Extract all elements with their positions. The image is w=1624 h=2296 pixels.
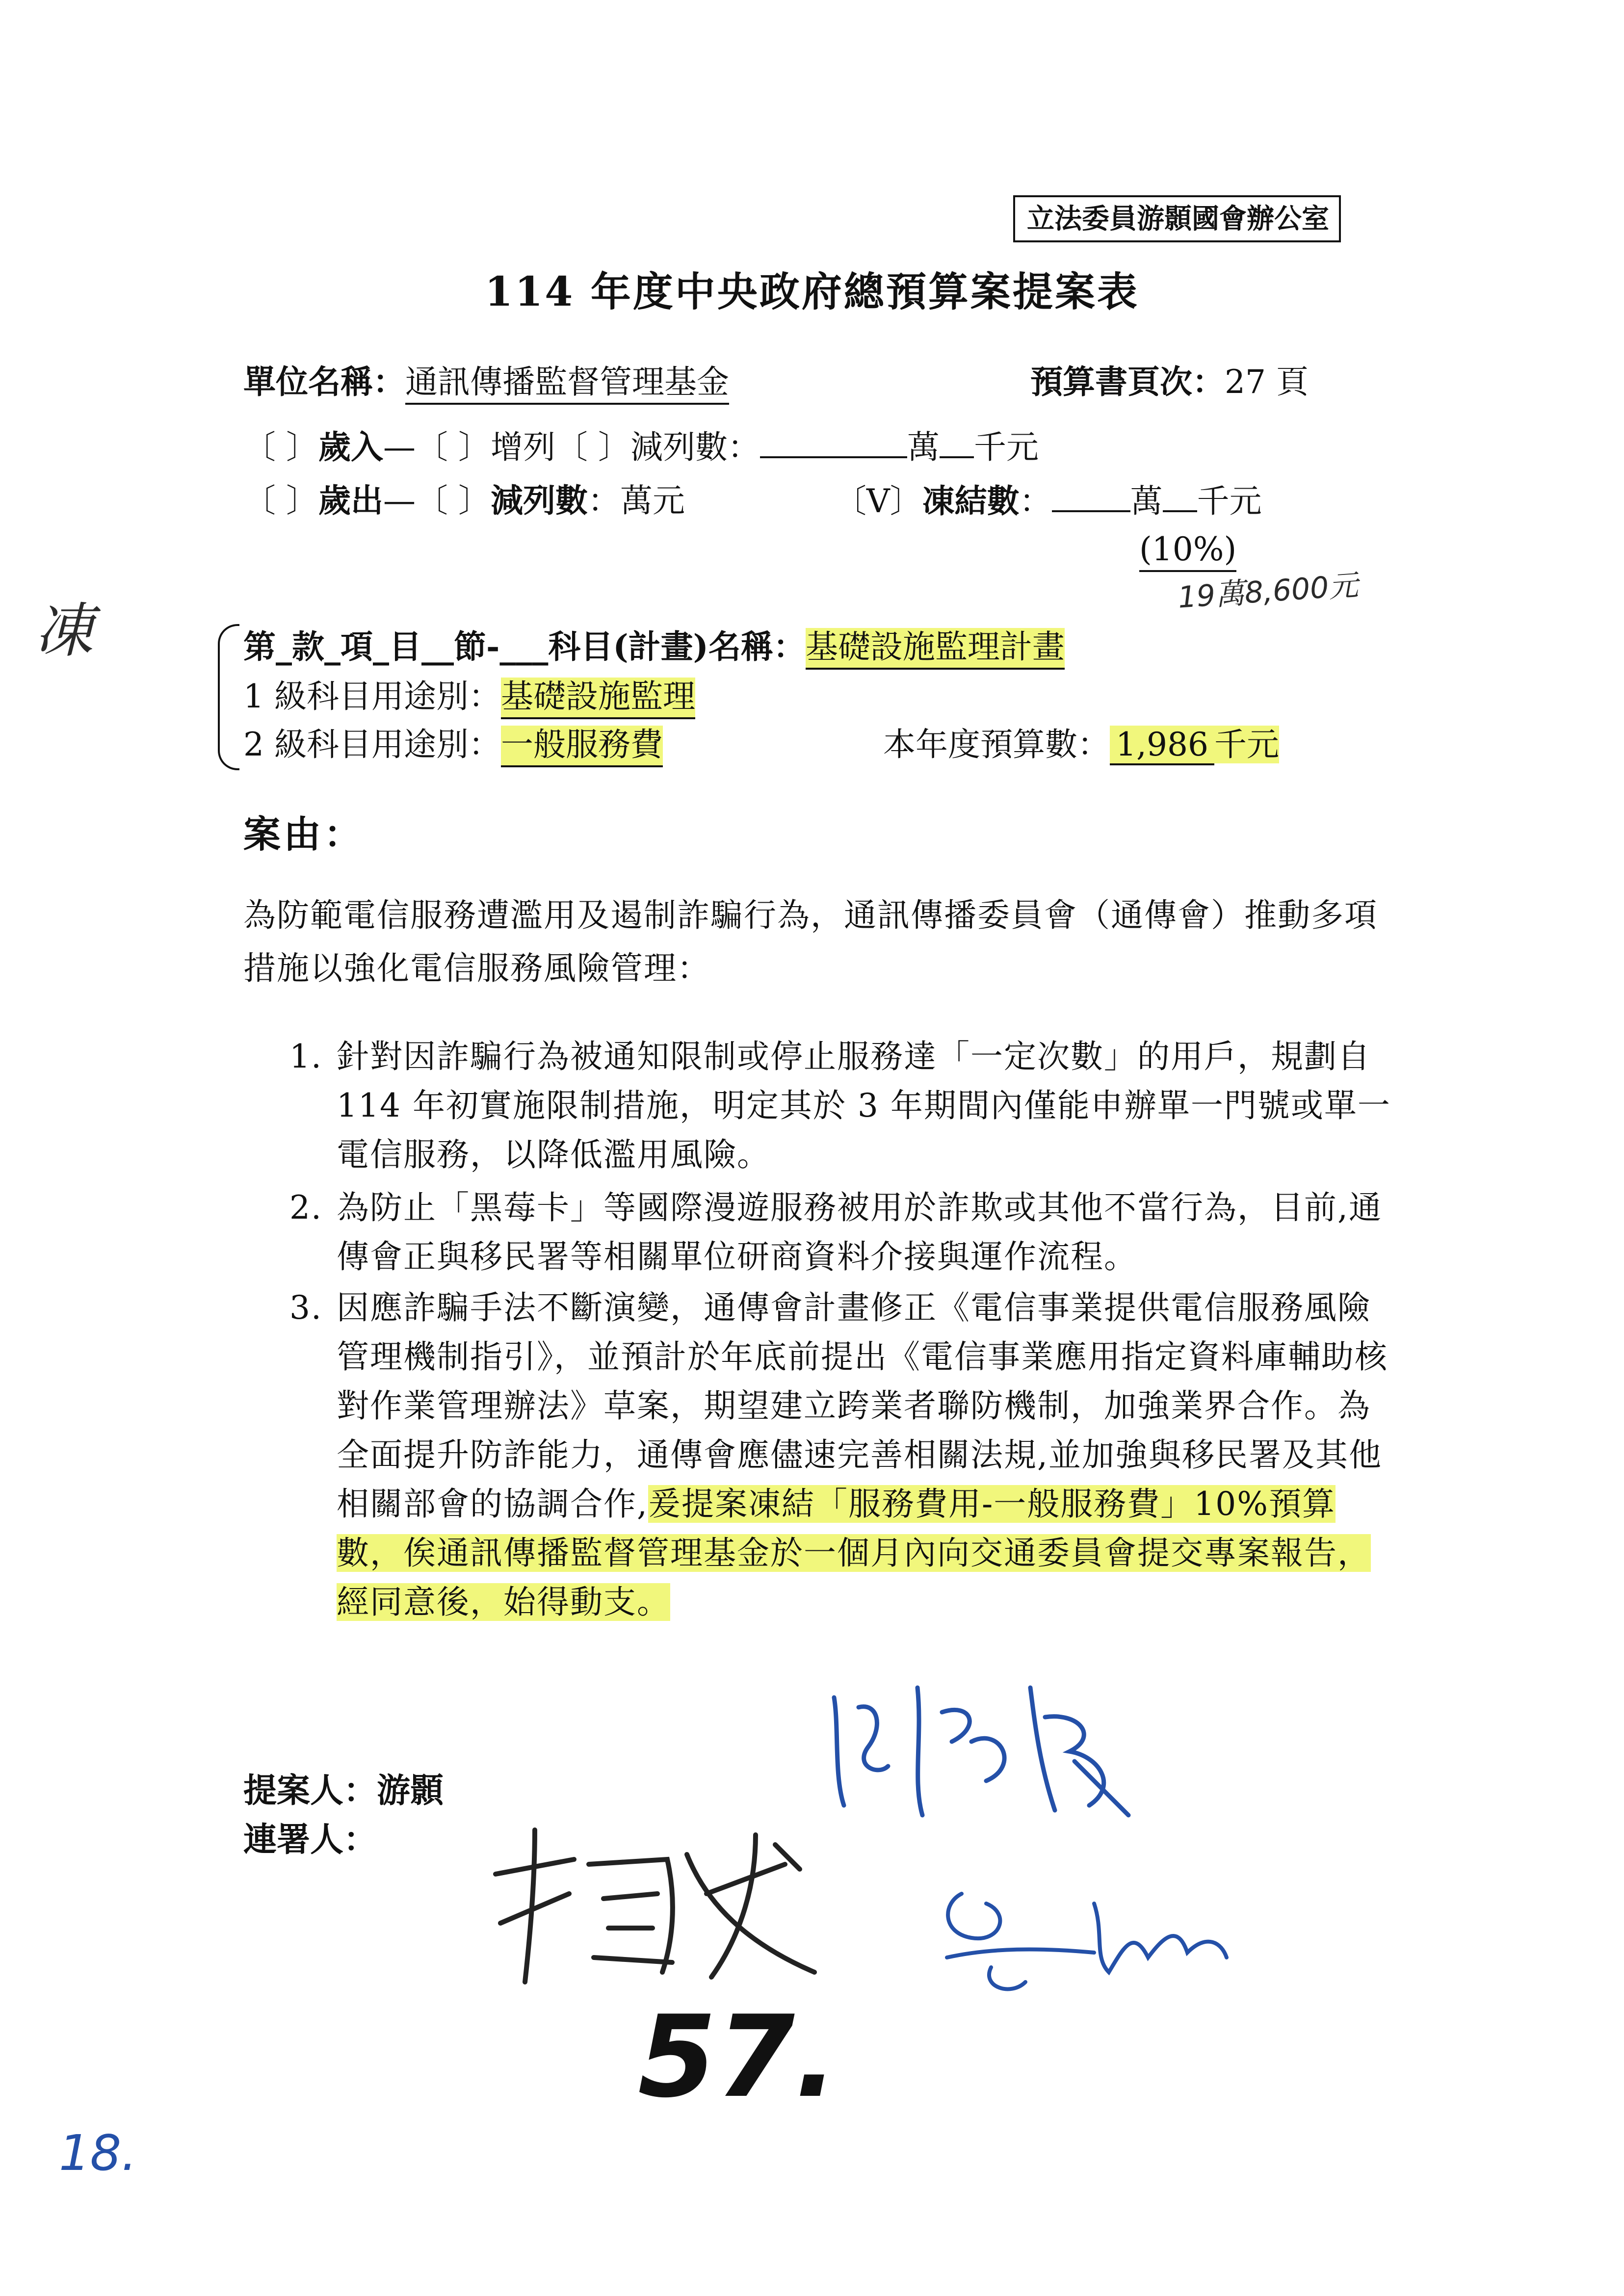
- item-text: 為防止「黑莓卡」等國際漫遊服務被用於詐欺或其他不當行為，目前,通傳會正與移民署等相關單位研商資料介接與運作流程。: [337, 1189, 1382, 1276]
- revenue-wan-blank: [760, 427, 907, 458]
- expense-reduce-unit: ：萬元: [587, 482, 685, 520]
- subject-plan-name: 基礎設施監理計畫: [806, 628, 1065, 670]
- freeze-checkbox: 〔V〕: [834, 482, 922, 520]
- handwritten-freeze-amount: 19萬8,600元: [1177, 568, 1360, 615]
- proposer-label: 提案人：: [243, 1771, 377, 1810]
- subject-line-3: [243, 725, 663, 764]
- item-number: 3.: [289, 1289, 322, 1327]
- add-label: 增列: [490, 428, 555, 466]
- add-checkbox: 〔 〕: [415, 428, 491, 466]
- cosigner-label: 連署人：: [243, 1820, 377, 1859]
- expense-row: [243, 481, 685, 521]
- freeze-label: 凍結數: [922, 482, 1020, 520]
- signature-blue-1: [824, 1668, 1138, 1830]
- annual-budget-unit: 千元: [1214, 726, 1279, 763]
- unit-row: [243, 362, 729, 402]
- proposer-row: [243, 1771, 444, 1810]
- subject-line-1: [243, 627, 1065, 667]
- subject-prefix: 第_款_項_目__節-___科目(計畫)名稱：: [243, 627, 806, 666]
- expense-label: 歲出: [318, 481, 383, 520]
- level2-label: 2 級科目用途別：: [243, 726, 501, 763]
- revenue-row: [243, 427, 1039, 467]
- budget-page-value: 27 頁: [1225, 363, 1309, 401]
- signature-blue-2: [932, 1874, 1246, 2002]
- handwritten-corner-number: 18.: [59, 2124, 137, 2182]
- annual-budget-row: [883, 725, 1279, 764]
- handwritten-side-mark: 凍: [34, 597, 93, 665]
- item-text-freeze-request: 爰提案凍結「服務費用-一般服務費」10%預算數，俟通訊傳播監督管理基金於一個月內向交通委員會提交專案報告，經同意後，始得動支。: [337, 1485, 1371, 1621]
- office-label: 立法委員游顥國會辦公室: [1013, 195, 1341, 242]
- freeze-percent-text: (10%): [1139, 530, 1236, 572]
- revenue-thousand: 千元: [973, 428, 1039, 466]
- item-number: 1.: [289, 1038, 322, 1075]
- reason-intro: 為防範電信服務遭濫用及遏制詐騙行為，通訊傳播委員會（通傳會）推動多項措施以強化電信服務風險管理：: [243, 896, 1378, 987]
- subject-brace: [218, 624, 239, 770]
- expense-reduce-checkbox: 〔 〕: [415, 482, 491, 520]
- freeze-percent: [1139, 530, 1236, 569]
- budget-page-row: [1030, 362, 1309, 402]
- subject-line-2: [243, 677, 695, 716]
- freeze-colon: ：: [1019, 482, 1052, 520]
- freeze-wan: 萬: [1130, 482, 1163, 520]
- item-number: 2.: [289, 1189, 322, 1226]
- reason-item-1: [289, 1032, 1398, 1179]
- handwritten-page-number: 57.: [638, 1992, 838, 2123]
- item-text: 針對因詐騙行為被通知限制或停止服務達「一定次數」的用戶，規劃自 114 年初實施限制措施，明定其於 3 年期間內僅能申辦單一門號或單一電信服務，以降低濫用風險。: [337, 1038, 1391, 1174]
- freeze-thousand: 千元: [1197, 482, 1262, 520]
- reason-item-3: [289, 1283, 1398, 1627]
- revenue-thousand-blank: [940, 427, 974, 458]
- annual-budget-label: 本年度預算數：: [883, 726, 1110, 763]
- page-title: 114 年度中央政府總預算案提案表: [485, 268, 1139, 315]
- revenue-checkbox: 〔 〕: [243, 428, 318, 466]
- reason-item-2: [289, 1183, 1398, 1281]
- expense-reduce-label: 減列數: [490, 481, 588, 520]
- reduce-label: 減列數：: [630, 428, 760, 466]
- unit-label: 單位名稱：: [243, 363, 405, 401]
- level2-value: 一般服務費: [501, 726, 663, 767]
- proposer-name: 游顥: [377, 1771, 444, 1810]
- level1-value: 基礎設施監理: [501, 678, 695, 719]
- reason-heading: 案由：: [243, 812, 364, 856]
- revenue-wan: 萬: [907, 428, 940, 466]
- expense-dash: —: [383, 482, 416, 520]
- item-text: [337, 1283, 1398, 1627]
- freeze-thousand-blank: [1163, 481, 1197, 512]
- freeze-wan-blank: [1052, 481, 1130, 512]
- revenue-dash: —: [383, 428, 416, 466]
- expense-checkbox: 〔 〕: [243, 482, 318, 520]
- annual-budget-value: 1,986: [1110, 726, 1214, 765]
- freeze-row: [834, 481, 1262, 521]
- reduce-checkbox: 〔 〕: [555, 428, 630, 466]
- revenue-label: 歲入: [318, 428, 383, 466]
- signature-black: [481, 1815, 834, 1992]
- level1-label: 1 級科目用途別：: [243, 678, 501, 715]
- unit-value: 通訊傳播監督管理基金: [405, 363, 729, 405]
- budget-page-label: 預算書頁次：: [1030, 363, 1225, 401]
- item-text-part-a: 因應詐騙手法不斷演變，通傳會計畫修正《電信事業提供電信服務風險管理機制指引》，並預計於年底前提出《電信事業應用指定資料庫輔助核對作業管理辦法》草案，期望建立跨業者聯防機制，加強業界合作。為全面提升防詐能力，通傳會應儘速完善相關法規,並加強與移民署及其他相關部會的協調合作,: [337, 1289, 1388, 1523]
